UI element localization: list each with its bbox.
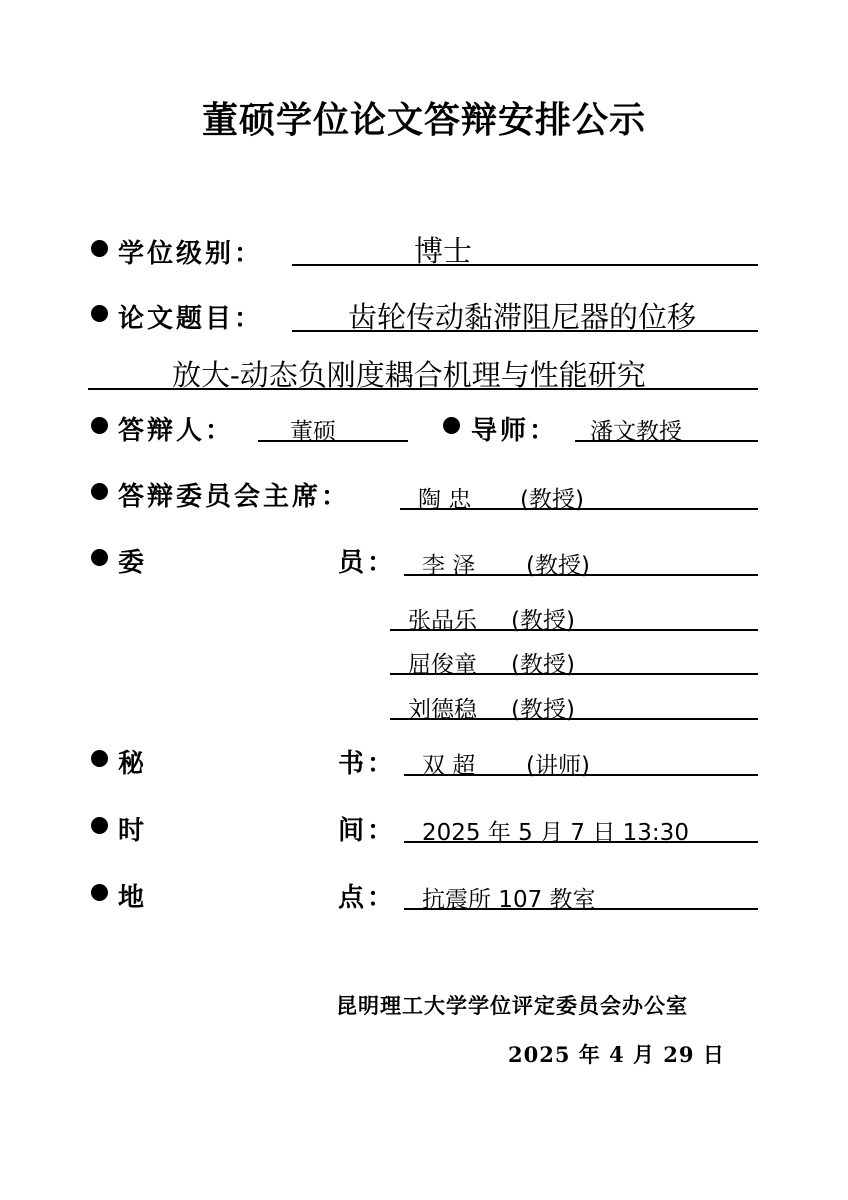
bullet-icon — [91, 817, 108, 834]
place-value: 抗震所 107 教室 — [422, 887, 596, 913]
advisor-label: 导师： — [471, 416, 559, 446]
bullet-icon — [91, 417, 108, 434]
member-title: (教授) — [511, 608, 575, 634]
place-label-left: 地 — [118, 883, 148, 913]
member-title: (教授) — [511, 652, 575, 678]
secretary-name: 双 超 — [422, 753, 476, 779]
bullet-icon — [91, 483, 108, 500]
chair-name: 陶 忠 — [418, 487, 472, 513]
secretary-label-left: 秘 — [118, 749, 148, 779]
footer-organization: 昆明理工大学学位评定委员会办公室 — [336, 993, 688, 1018]
degree-value: 博士 — [414, 234, 473, 268]
chair-label: 答辩委员会主席： — [118, 482, 351, 512]
time-label-left: 时 — [118, 816, 148, 846]
thesis-label: 论文题目： — [118, 304, 264, 334]
time-value: 2025 年 5 月 7 日 13:30 — [422, 820, 689, 846]
defender-label: 答辩人： — [118, 416, 235, 446]
members-label-right: 员： — [338, 548, 397, 578]
member-name: 刘德稳 — [408, 697, 477, 723]
member-name: 张品乐 — [408, 608, 477, 634]
members-label-left: 委 — [118, 548, 148, 578]
member-title: (教授) — [526, 553, 590, 579]
footer-date: 2025 年 4 月 29 日 — [508, 1042, 725, 1067]
time-label-right: 间： — [338, 816, 397, 846]
bullet-icon — [443, 417, 460, 434]
advisor-name: 潘文教授 — [590, 419, 682, 445]
bullet-icon — [91, 750, 108, 767]
member-title: (教授) — [511, 697, 575, 723]
bullet-icon — [91, 240, 108, 257]
secretary-label-right: 书： — [338, 749, 397, 779]
degree-underline — [292, 264, 758, 266]
defender-name: 董硕 — [290, 419, 336, 445]
page-title: 董硕学位论文答辩安排公示 — [201, 100, 646, 141]
bullet-icon — [91, 305, 108, 322]
member-name: 李 泽 — [422, 553, 476, 579]
secretary-title: (讲师) — [526, 753, 590, 779]
bullet-icon — [91, 884, 108, 901]
thesis-title-line2: 放大-动态负刚度耦合机理与性能研究 — [172, 358, 646, 392]
member-name: 屈俊童 — [408, 652, 477, 678]
chair-title: (教授) — [520, 487, 584, 513]
thesis-title-line1: 齿轮传动黏滞阻尼器的位移 — [348, 300, 697, 334]
bullet-icon — [91, 549, 108, 566]
place-label-right: 点： — [338, 883, 397, 913]
degree-label: 学位级别： — [118, 239, 264, 269]
